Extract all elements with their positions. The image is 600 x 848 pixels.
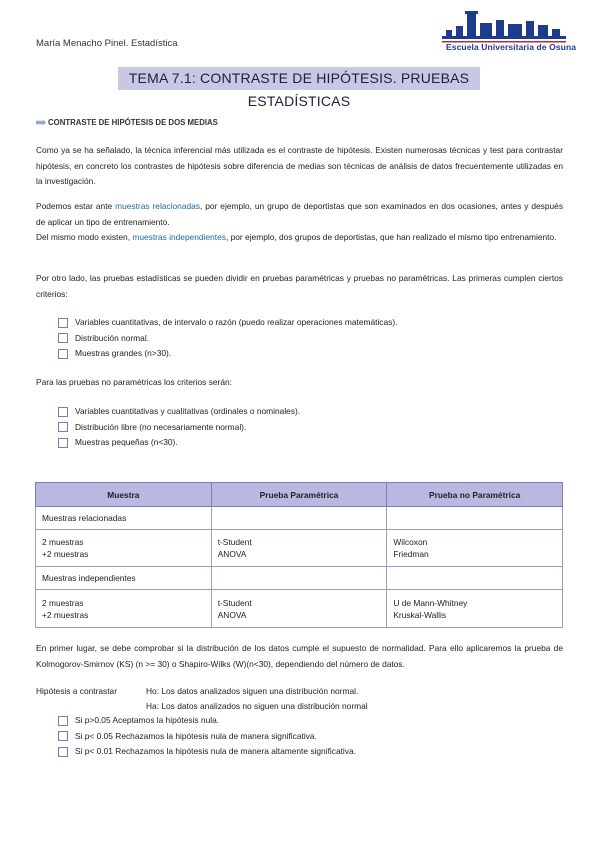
cell-line: +2 muestras [42,609,89,620]
decision-rules-list [58,713,356,760]
table-cell [387,530,563,567]
cell-line: 2 muestras [42,597,84,608]
table-cell [211,590,387,628]
hypothesis-ha: Ha: Los datos analizados no siguen una distribución normal [146,701,368,711]
text: Podemos estar ante [36,201,116,211]
table-row [36,567,563,590]
cell-line: ANOVA [217,609,247,620]
section-related: Muestras relacionadas [36,507,212,530]
table-cell [36,530,212,567]
list-item [58,331,397,347]
text: , por ejemplo, dos grupos de deportistas, que han realizado el mismo tipo entrenamiento. [225,232,557,242]
list-item [58,404,300,420]
list-item-text: Si p< 0.01 Rechazamos la hipótesis nula de manera altamente significativa. [75,746,356,756]
header-author: María Menacho Pinel. Estadística [36,38,178,49]
checkbox-icon [58,747,68,757]
list-item [58,420,300,436]
hypothesis-h0: Ho: Los datos analizados siguen una distribución normal. [146,686,359,696]
list-item [58,713,356,729]
cell-line: Kruskal-Wallis [393,609,447,620]
table-cell [211,507,387,530]
table-row [36,590,563,628]
list-item [58,315,397,331]
checkbox-icon [58,349,68,359]
text: Del mismo modo existen, [36,232,133,242]
checkbox-icon [58,731,68,741]
paragraph-related [36,199,563,230]
checkbox-icon [58,716,68,726]
term-independent-samples: muestras independientes [132,232,226,242]
tests-table [35,482,563,628]
paragraph-intro: Como ya se ha señalado, la técnica inferencial más utilizada es el contraste de hipótesis. Existen numerosas técnicas y test para contrastar hipótesis, en concreto los contrastes de hipótesis sobre diferencia de medias son técnicas de análisis de datos frecuentemente utilizadas en la investigación. [36,145,563,186]
list-item-text: Muestras pequeñas (n<30). [75,437,178,447]
checkbox-icon [58,422,68,432]
table-cell [387,507,563,530]
cell-line: t-Student [217,537,252,547]
table-cell [211,530,387,567]
nonparam-criteria-list [58,404,300,451]
checkbox-icon [58,438,68,448]
cell-line: t-Student [217,597,252,608]
paragraph-independent [36,230,563,246]
list-item-text: Variables cuantitativas y cualitativas (ordinales o nominales). [75,406,301,416]
list-item-text: Distribución libre (no necesariamente normal). [75,421,247,432]
table-row [36,530,563,567]
cell-line: 2 muestras [42,537,84,547]
checkbox-icon [58,407,68,417]
cell-line: +2 muestras [42,549,89,559]
col-header-nonparametric: Prueba no Paramétrica [387,483,563,507]
list-item-text: Si p< 0.05 Rechazamos la hipótesis nula de manera significativa. [75,730,317,741]
arrow-icon [36,120,46,126]
table-cell [387,567,563,590]
table-row [36,507,563,530]
text: , por ejemplo, un grupo de deportistas que son examinados en dos ocasiones, antes y después de aplicar un tipo de entrenamiento. [36,201,564,227]
col-header-sample: Muestra [36,483,212,507]
section-independent: Muestras independientes [36,567,212,590]
col-header-parametric: Prueba Paramétrica [211,483,387,507]
page-title: TEMA 7.1: CONTRASTE DE HIPÓTESIS. PRUEBAS ESTADÍSTICAS [128,70,470,109]
list-item [58,346,397,362]
table-header-row [36,483,563,507]
paragraph-normality: En primer lugar, se debe comprobar si la distribución de los datos cumple el supuesto de normalidad. Para ello aplicaremos la prueba de Kolmogorov-Smirnov (KS) (n >= 30) o Shapiro-Wilks (W)(n<30), dependiendo del número de datos. [36,643,563,669]
checkbox-icon [58,318,68,328]
checkbox-icon [58,333,68,343]
paragraph-tests: Por otro lado, las pruebas estadísticas se pueden dividir en pruebas paramétricas y pruebas no paramétricas. Las primeras cumplen ciertos criterios: [36,273,563,299]
cell-line: Friedman [393,549,429,559]
section-heading [36,118,218,127]
cell-line: U de Mann-Whitney [393,597,468,608]
list-item-text: Muestras grandes (n>30). [75,348,172,358]
list-item [58,729,356,745]
table-cell [36,590,212,628]
list-item [58,435,300,451]
table-cell [387,590,563,628]
term-related-samples: muestras relacionadas [115,201,200,211]
logo-caption: Escuela Universitaria de Osuna [446,42,577,52]
section-heading-text: CONTRASTE DE HIPÓTESIS DE DOS MEDIAS [48,118,218,127]
table-cell [211,567,387,590]
paragraph-nonparam: Para las pruebas no paramétricas los criterios serán: [36,377,232,387]
cell-line: Wilcoxon [393,537,428,547]
list-item [58,744,356,760]
param-criteria-list [58,315,397,362]
cell-line: ANOVA [217,549,247,559]
hypothesis-label: Hipótesis a contrastar [36,686,117,696]
list-item-text: Distribución normal. [75,332,150,343]
list-item-text: Si p>0.05 Aceptamos la hipótesis nula. [75,715,220,725]
list-item-text: Variables cuantitativas, de intervalo o razón (puedo realizar operaciones matemáticas). [75,317,398,327]
